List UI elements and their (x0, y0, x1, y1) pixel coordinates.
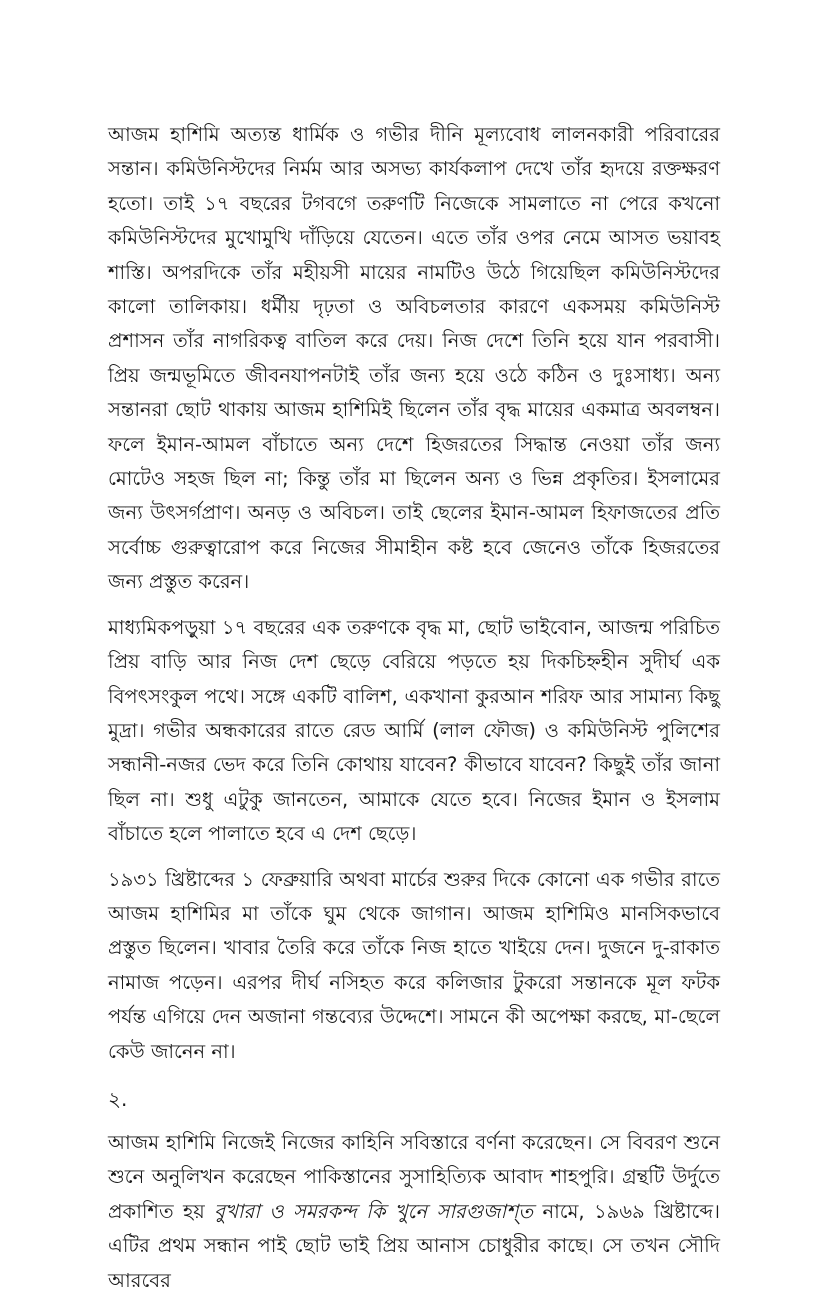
paragraph-4 (108, 1126, 720, 1298)
paragraph-3: ১৯৩১ খ্রিষ্টাব্দের ১ ফেব্রুয়ারি অথবা মার্চের শুরুর দিকে কোনো এক গভীর রাতে আজম হাশিমির মা তাঁকে ঘুম থেকে জাগান। আজম হাশিমিও মানসিকভাবে প্রস্তুত ছিলেন। খাবার তৈরি করে তাঁকে নিজ হাতে খাইয়ে দেন। দুজনে দু-রাকাত নামাজ পড়েন। এরপর দীর্ঘ নসিহত করে কলিজার টুকরো সন্তানকে মূল ফটক পর্যন্ত এগিয়ে দেন অজানা গন্তব্যের উদ্দেশে। সামনে কী অপেক্ষা করছে, মা-ছেলে কেউ জানেন না। (108, 867, 720, 1063)
paragraph-2: মাধ্যমিকপড়ুয়া ১৭ বছরের এক তরুণকে বৃদ্ধ মা, ছোট ভাইবোন, আজন্ম পরিচিত প্রিয় বাড়ি আর নিজ দেশ ছেড়ে বেরিয়ে পড়তে হয় দিকচিহ্নহীন সুদীর্ঘ এক বিপৎসংকুল পথে। সঙ্গে একটি বালিশ, একখানা কুরআন শরিফ আর সামান্য কিছু মুদ্রা। গভীর অন্ধকারের রাতে রেড আর্মি (লাল ফৌজ) ও কমিউনিস্ট পুলিশের সন্ধানী-নজর ভেদ করে তিনি কোথায় যাবেন? কীভাবে যাবেন? কিছুই তাঁর জানা ছিল না। শুধু এটুকু জানতেন, আমাকে যেতে হবে। নিজের ইমান ও ইসলাম বাঁচাতে হলে পালাতে হবে এ দেশ ছেড়ে। (108, 615, 720, 846)
paragraph-4-text-end: নামে, ১৯৬৯ খ্রিষ্টাব্দে। এটির প্রথম সন্ধান পাই ছোট ভাই প্রিয় আনাস চোধুরীর কাছে। সে তখন সৌদি আরবের (108, 1199, 721, 1292)
paragraph-1: আজম হাশিমি অত্যন্ত ধার্মিক ও গভীর দীনি মূল্যবোধ লালনকারী পরিবারের সন্তান। কমিউনিস্টদের নির্মম আর অসভ্য কার্যকলাপ দেখে তাঁর হৃদয়ে রক্তক্ষরণ হতো। তাই ১৭ বছরের টগবগে তরুণটি নিজেকে সামলাতে না পেরে কখনো কমিউনিস্টদের মুখোমুখি দাঁড়িয়ে যেতেন। এতে তাঁর ওপর নেমে আসত ভয়াবহ শাস্তি। অপরদিকে তাঁর মহীয়সী মায়ের নামটিও উঠে গিয়েছিল কমিউনিস্টদের কালো তালিকায়। ধর্মীয় দৃঢ়তা ও অবিচলতার কারণে একসময় কমিউনিস্ট প্রশাসন তাঁর নাগরিকত্ব বাতিল করে দেয়। নিজ দেশে তিনি হয়ে যান পরবাসী। প্রিয় জন্মভূমিতে জীবনযাপনটাই তাঁর জন্য হয়ে ওঠে কঠিন ও দুঃসাধ্য। অন্য সন্তানরা ছোট থাকায় আজম হাশিমিই ছিলেন তাঁর বৃদ্ধ মায়ের একমাত্র অবলম্বন। ফলে ইমান-আমল বাঁচাতে অন্য দেশে হিজরতের সিদ্ধান্ত নেওয়া তাঁর জন্য মোটেও সহজ ছিল না; কিন্তু তাঁর মা ছিলেন অন্য ও ভিন্ন প্রকৃতির। ইসলামের জন্য উৎসর্গপ্রাণ। অনড় ও অবিচল। তাই ছেলের ইমান-আমল হিফাজতের প্রতি সর্বোচ্চ গুরুত্বারোপ করে নিজের সীমাহীন কষ্ট হবে জেনেও তাঁকে হিজরতের জন্য প্রস্তুত করেন। (108, 123, 720, 594)
paragraph-4-text-start: আজম হাশিমি নিজেই নিজের কাহিনি সবিস্তারে বর্ণনা করেছেন। সে বিবরণ শুনে শুনে অনুলিখন করেছেন পাকিস্তানের সুসাহিত্যিক আবাদ শাহপুরি। গ্রন্থটি উর্দুতে প্রকাশিত হয় (108, 1130, 720, 1223)
section-number: ২. (108, 1086, 128, 1111)
book-title: বুখারা ও সমরকন্দ কি খুনে সারগুজাশ্‌ত (214, 1199, 534, 1223)
book-page (108, 118, 720, 1298)
